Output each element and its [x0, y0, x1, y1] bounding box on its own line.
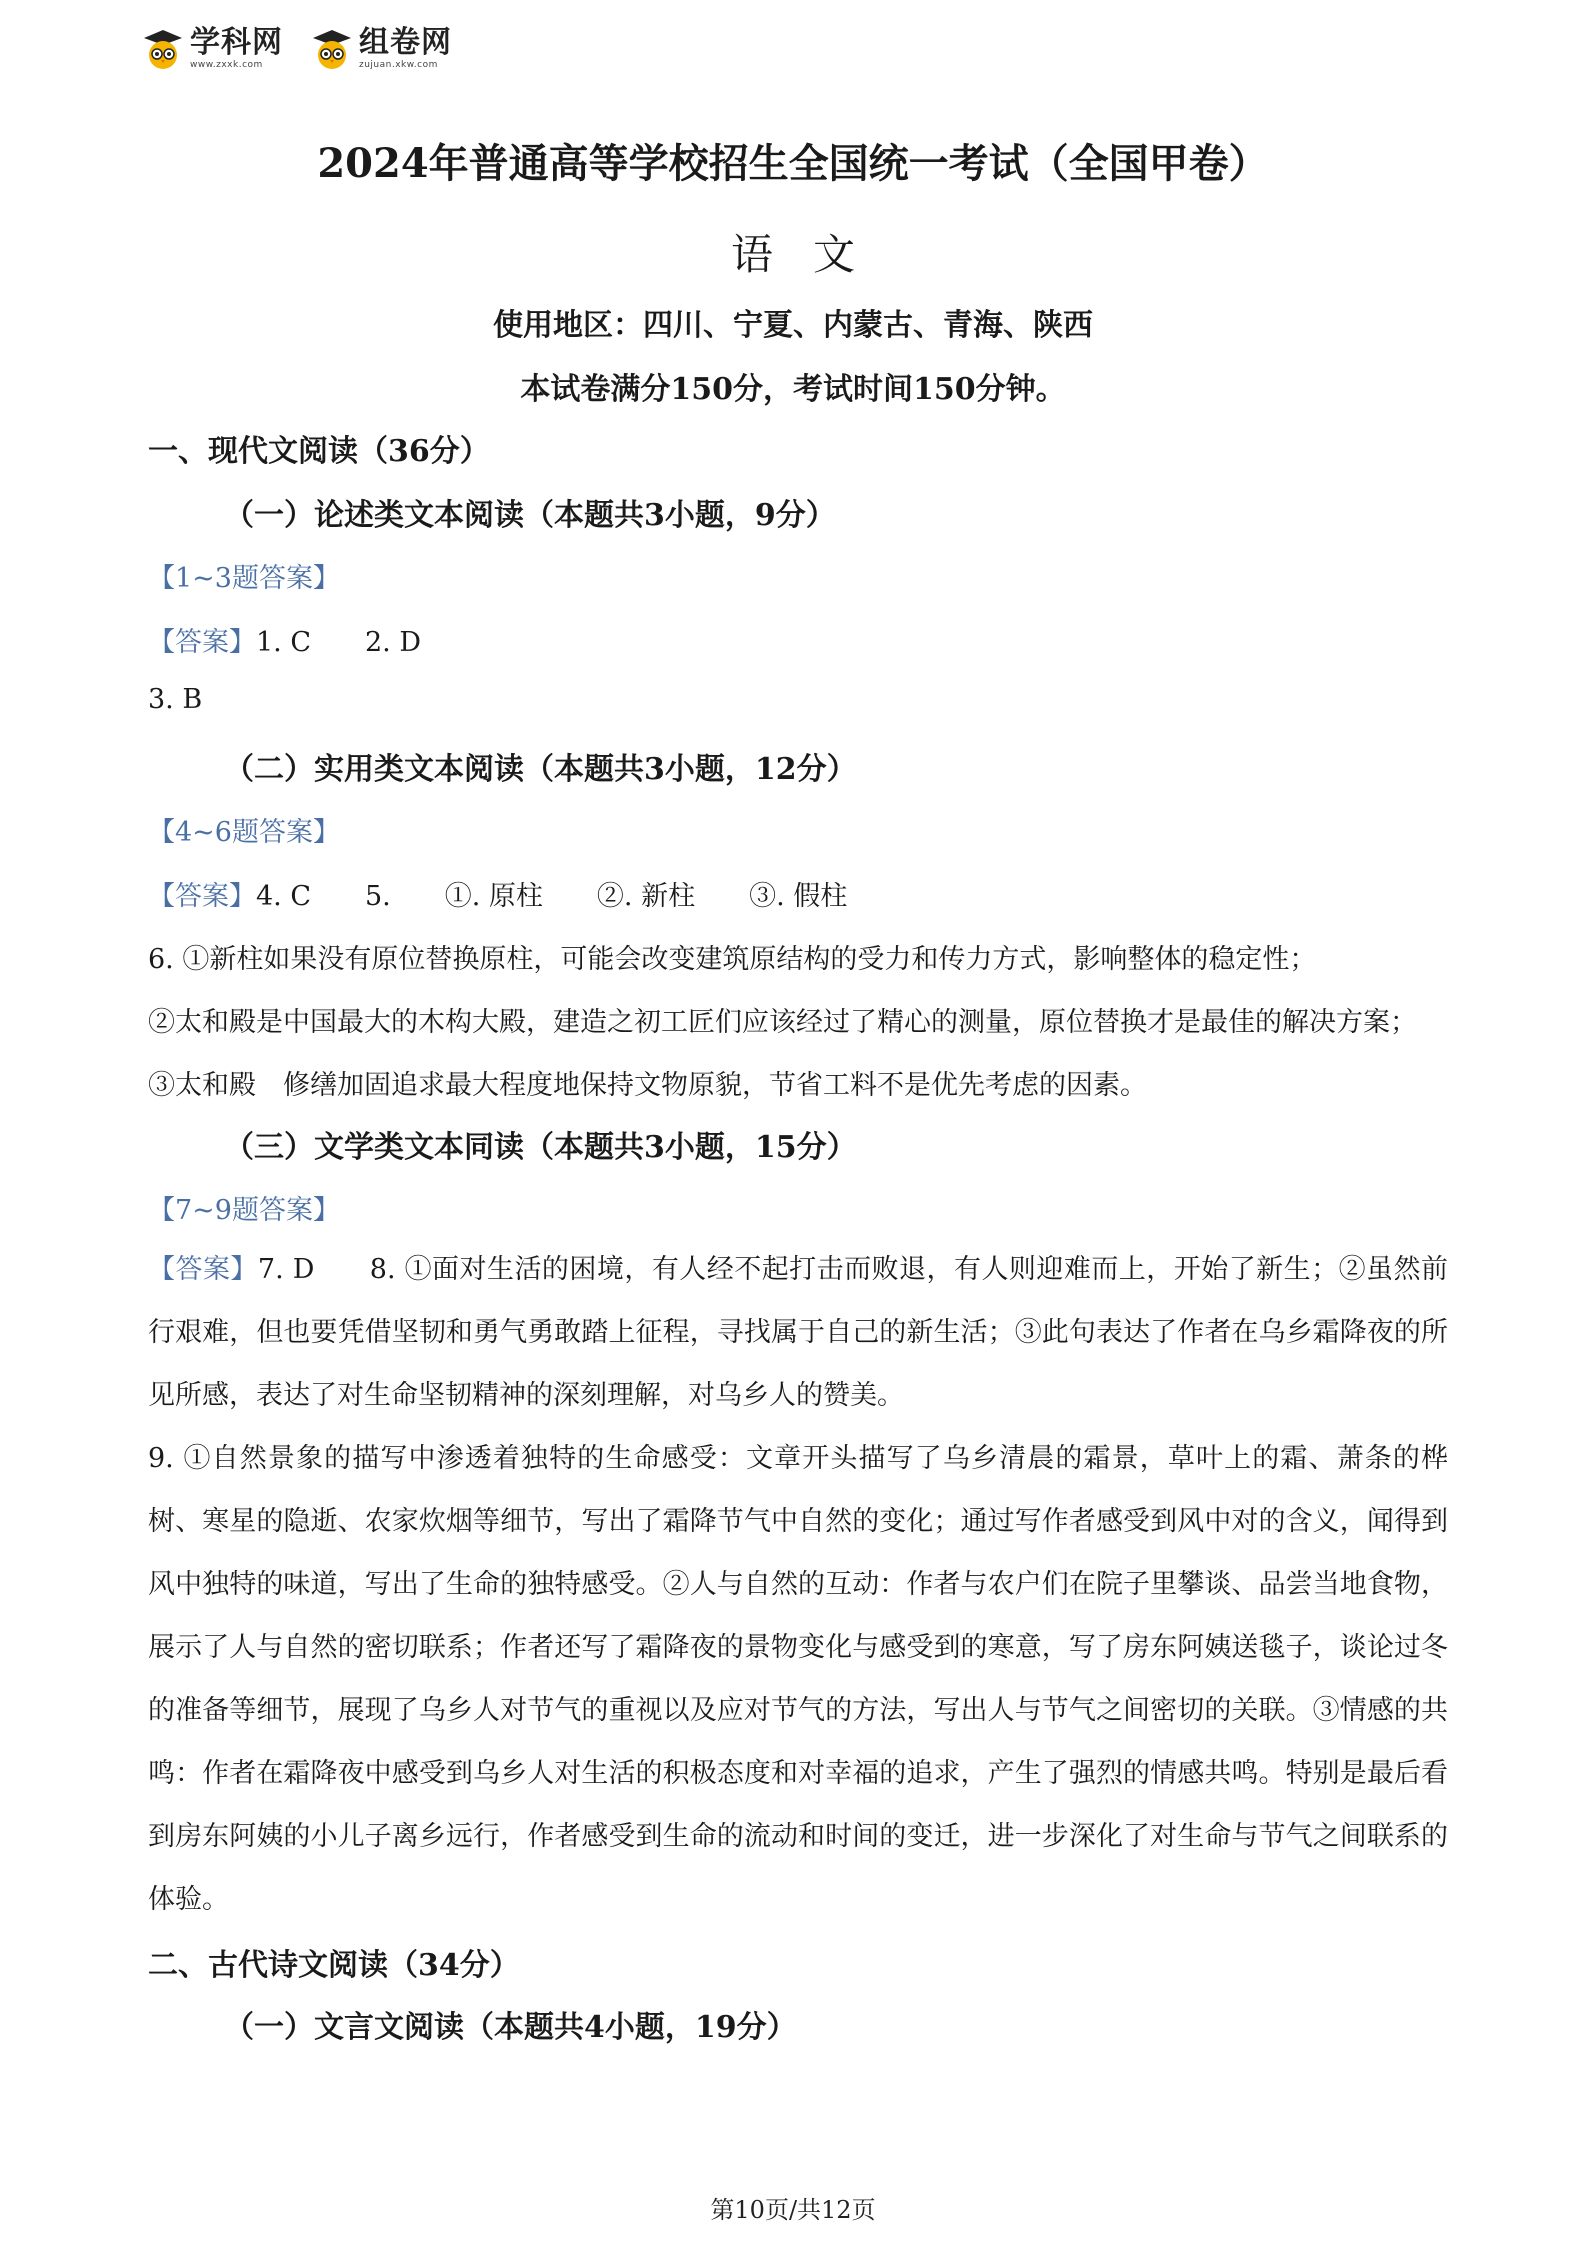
logo-url: zujuan.xkw.com — [359, 60, 438, 70]
answer-line: 6. ①新柱如果没有原位替换原柱，可能会改变建筑原结构的受力和传力方式，影响整体的稳定性； — [148, 944, 1317, 975]
part-heading: （二）实用类文本阅读（本题共3小题，12分） — [224, 752, 857, 787]
answer-line: 3. B — [148, 684, 203, 715]
answer-line: ②太和殿是中国最大的木构大殿，建造之初工匠们应该经过了精心的测量，原位替换才是最佳的解决方案； — [148, 1007, 1417, 1038]
answer-tag: 【答案】 — [148, 1254, 258, 1285]
part-heading: （一）文言文阅读（本题共4小题，19分） — [224, 2010, 797, 2045]
full-mark-line: 本试卷满分150分，考试时间150分钟。 — [520, 372, 1066, 407]
answer-line: ③太和殿 修缮加固追求最大程度地保持文物原貌，节省工料不是优先考虑的因素。 — [148, 1070, 1147, 1101]
question-tag: 【1~3题答案】 — [148, 563, 340, 594]
logo-bar — [142, 22, 452, 76]
part-heading: （三）文学类文本同读（本题共3小题，15分） — [224, 1130, 857, 1165]
question-tag: 【7~9题答案】 — [148, 1195, 340, 1226]
xuekewang-logo — [142, 25, 283, 70]
answer-paragraph: 9. ①自然景象的描写中渗透着独特的生命感受：文章开头描写了乌乡清晨的霜景，草叶上的霜、萧条的桦树、寒星的隐逝、农家炊烟等细节，写出了霜降节气中自然的变化；通过写作者感受到风中对的含义，闻得到风中独特的味道，写出了生命的独特感受。②人与自然的互动：作者与农户们在院子里攀谈、品尝当地食物，展示了人与自然的密切联系；作者还写了霜降夜的景物变化与感受到的寒意，写了房东阿姨送毯子，谈论过冬的准备等细节，展现了乌乡人对节气的重视以及应对节气的方法，写出人与节气之间密切的关联。③情感的共鸣：作者在霜降夜中感受到乌乡人对生活的积极态度和对幸福的追求，产生了强烈的情感共鸣。特别是最后看到房东阿姨的小儿子离乡远行，作者感受到生命的流动和时间的变迁，进一步深化了对生命与节气之间联系的体验。 — [148, 1443, 1448, 1915]
zujuanwang-logo — [311, 25, 452, 70]
answer-tag: 【答案】 — [148, 881, 256, 912]
owl-icon — [311, 28, 353, 70]
section-heading: 二、古代诗文阅读（34分） — [148, 1948, 520, 1983]
section-heading: 一、现代文阅读（36分） — [148, 434, 490, 469]
question-tag: 【4~6题答案】 — [148, 817, 340, 848]
answer-tag: 【答案】 — [148, 627, 256, 658]
answer-line — [148, 620, 421, 659]
answer-text: 1. C 2. D — [256, 627, 421, 658]
answer-text: 4. C 5. ①. 原柱 ②. 新柱 ③. 假柱 — [256, 881, 848, 912]
logo-name: 组卷网 — [359, 25, 452, 60]
answer-paragraph — [148, 1238, 1448, 1427]
owl-icon — [142, 28, 184, 70]
logo-name: 学科网 — [190, 25, 283, 60]
part-heading: （一）论述类文本阅读（本题共3小题，9分） — [224, 498, 836, 533]
exam-title: 2024年普通高等学校招生全国统一考试（全国甲卷） — [317, 140, 1269, 187]
logo-url: www.zxxk.com — [190, 60, 263, 70]
answer-line — [148, 874, 847, 913]
page-number: 第10页/共12页 — [710, 2196, 876, 2224]
answer-text: 7. D 8. ①面对生活的困境，有人经不起打击而败退，有人则迎难而上，开始了新生；②虽然前行艰难，但也要凭借坚韧和勇气勇敢踏上征程，寻找属于自己的新生活；③此句表达了作者在乌乡霜降夜的所见所感，表达了对生命坚韧精神的深刻理解，对乌乡人的赞美。 — [148, 1254, 1448, 1411]
subject-title: 语文 — [730, 230, 895, 279]
region-line: 使用地区：四川、宁夏、内蒙古、青海、陕西 — [493, 308, 1093, 343]
